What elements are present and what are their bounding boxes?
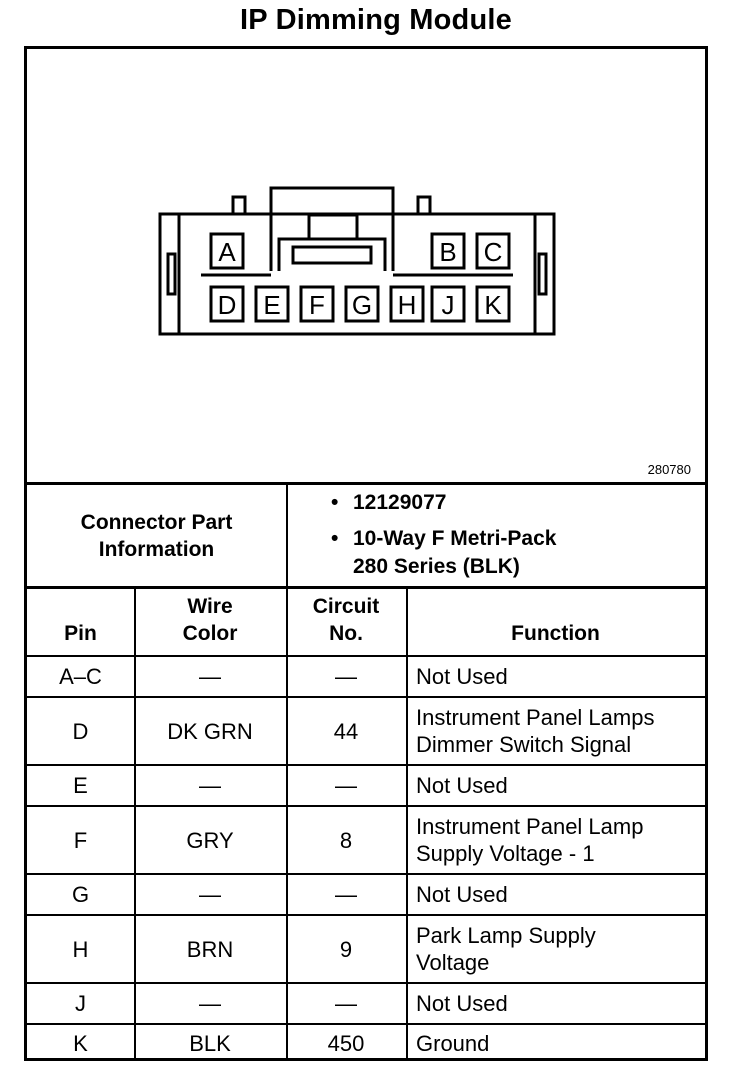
function-line1: Instrument Panel Lamps (416, 705, 655, 730)
cell-function (406, 807, 705, 873)
column-divider (134, 587, 136, 1061)
pin-label: D (217, 290, 237, 320)
connector-diagram (27, 49, 705, 485)
connector-sheet (24, 46, 708, 1061)
cell-function (406, 1025, 705, 1061)
connector-part-number: 12129077 (353, 491, 447, 514)
function-line2: Voltage (416, 950, 490, 975)
cell-function (406, 984, 705, 1023)
cell-circuit: — (335, 664, 357, 689)
diagram-part-number: 280780 (647, 462, 691, 477)
function-line1: Not Used (416, 664, 508, 689)
function-line1: Not Used (416, 882, 508, 907)
cell-circuit: — (335, 773, 357, 798)
pin-label: K (484, 290, 502, 320)
header-wire-color-line1: Wire (187, 595, 233, 618)
left-tab (233, 197, 245, 214)
function-line2: Dimmer Switch Signal (416, 732, 632, 757)
pin-label: A (218, 237, 236, 267)
latch-outer (271, 188, 393, 271)
cell-function (406, 875, 705, 914)
function-line1: Not Used (416, 991, 508, 1016)
cell-wire: — (199, 882, 221, 907)
cell-wire: — (199, 664, 221, 689)
page-title: IP Dimming Module (240, 4, 512, 36)
column-divider (286, 587, 288, 1061)
pin-label: C (483, 237, 503, 267)
pin-label: E (263, 290, 281, 320)
cell-circuit: 450 (327, 1030, 365, 1056)
cell-pin: J (75, 991, 86, 1016)
function-line1: Instrument Panel Lamp (416, 814, 644, 839)
cell-function (406, 657, 705, 696)
header-circuit-line2: No. (329, 622, 363, 645)
pin-label: J (441, 290, 455, 320)
connector-info-label-line1: Connector Part (80, 511, 233, 534)
cell-circuit: 44 (333, 718, 359, 744)
connector-description-line2: 280 Series (BLK) (353, 555, 520, 578)
connector-info-label-line2: Information (98, 538, 215, 561)
header-pin: Pin (64, 622, 97, 645)
cell-circuit: — (335, 882, 357, 907)
cell-wire: — (199, 991, 221, 1016)
bullet: • (331, 491, 339, 514)
cell-pin: F (73, 827, 88, 853)
header-wire-color-line2: Color (182, 622, 238, 645)
bullet: • (331, 527, 339, 550)
header-wire-color (134, 589, 286, 655)
cell-circuit: 8 (339, 827, 353, 853)
function-line1: Not Used (416, 773, 508, 798)
cell-circuit: — (335, 991, 357, 1016)
cell-pin: G (71, 882, 90, 907)
pin-label: G (351, 290, 373, 320)
function-line1: Ground (416, 1030, 490, 1056)
cell-wire: GRY (186, 827, 234, 853)
cell-pin: H (72, 936, 89, 962)
cell-wire: BRN (186, 936, 234, 962)
cell-function (406, 698, 705, 764)
cell-pin: A–C (59, 664, 102, 689)
header-circuit-no (286, 589, 406, 655)
cell-wire: BLK (189, 1030, 231, 1056)
cell-function (406, 916, 705, 982)
divider (286, 484, 288, 586)
cell-circuit: 9 (339, 936, 353, 962)
cell-pin: E (73, 773, 88, 798)
pin-label: H (397, 290, 417, 320)
header-circuit-line1: Circuit (312, 595, 380, 618)
right-tab (418, 197, 430, 214)
function-line2: Supply Voltage - 1 (416, 841, 595, 866)
connector-description-line1: 10-Way F Metri-Pack (353, 527, 557, 550)
cell-wire: — (199, 773, 221, 798)
cell-pin: D (72, 718, 89, 744)
divider (27, 482, 705, 485)
cell-function (406, 766, 705, 805)
pin-label: F (309, 290, 325, 320)
function-line1: Park Lamp Supply (416, 923, 596, 948)
pin-label: B (439, 237, 457, 267)
connector-info-label (27, 508, 286, 564)
column-divider (406, 587, 408, 1061)
header-function: Function (511, 622, 600, 645)
cell-pin: K (73, 1030, 88, 1056)
cell-wire: DK GRN (167, 718, 253, 744)
